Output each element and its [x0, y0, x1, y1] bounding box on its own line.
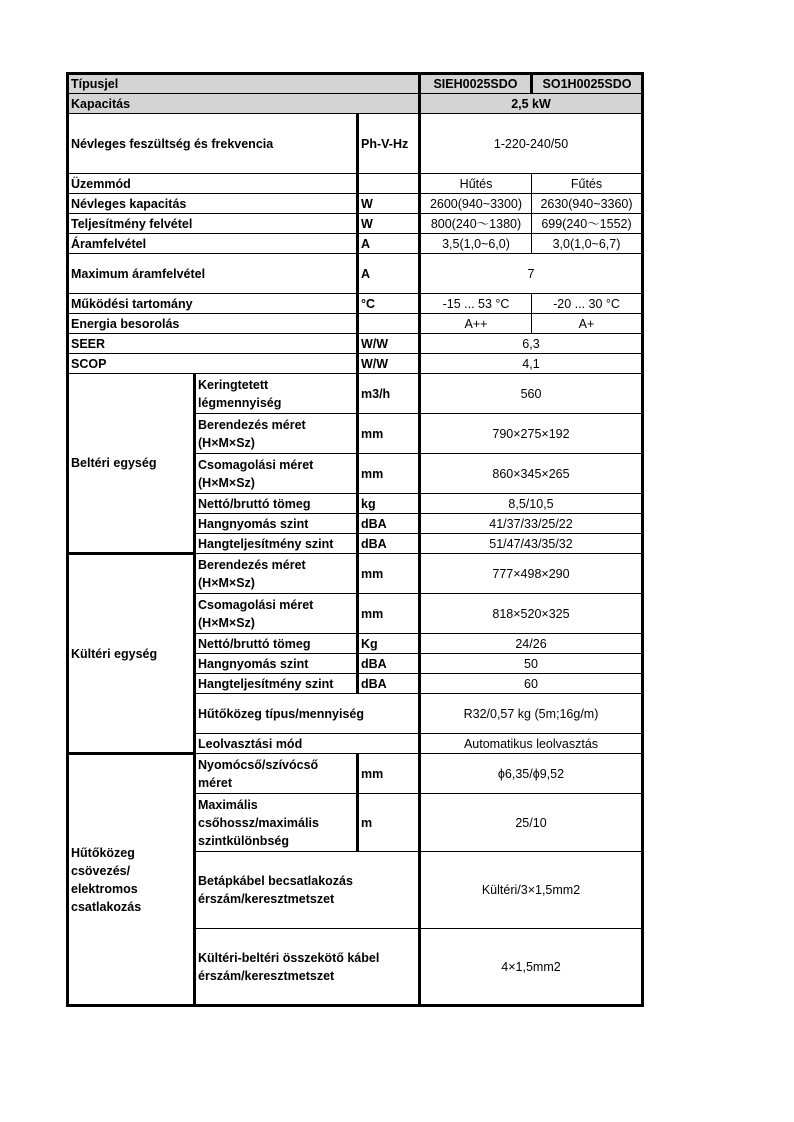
nominal-cap-label: Névleges kapacitás: [68, 194, 358, 214]
range-row: [68, 294, 643, 314]
nominal-cap-heat: 2630(940~3360): [532, 194, 643, 214]
current-row: [68, 234, 643, 254]
indoor-row-unit: dBA: [358, 514, 420, 534]
voltage-label: Névleges feszültség és frekvencia: [68, 114, 358, 174]
current-unit: A: [358, 234, 420, 254]
range-unit: °C: [358, 294, 420, 314]
outdoor-row-unit: dBA: [358, 654, 420, 674]
capacity-row: [68, 94, 643, 114]
max-current-unit: A: [358, 254, 420, 294]
indoor-row-unit: mm: [358, 414, 420, 454]
indoor-row-label: Hangnyomás szint: [195, 514, 358, 534]
pipe-row: [68, 754, 643, 794]
max-current-label: Maximum áramfelvétel: [68, 254, 358, 294]
outdoor-row-label: Nettó/bruttó tömeg: [195, 634, 358, 654]
indoor-row-label: Nettó/bruttó tömeg: [195, 494, 358, 514]
power-cable-value: Kültéri/3×1,5mm2: [420, 852, 643, 929]
mode-heat: Fűtés: [532, 174, 643, 194]
indoor-row-value: 790×275×192: [420, 414, 643, 454]
indoor-group-label: Beltéri egység: [68, 374, 195, 554]
outdoor-row-unit: dBA: [358, 674, 420, 694]
max-current-row: [68, 254, 643, 294]
model-indoor: SIEH0025SDO: [420, 74, 532, 94]
current-cool: 3,5(1,0~6,0): [420, 234, 532, 254]
energy-label: Energia besorolás: [68, 314, 358, 334]
length-label: Maximális csőhossz/maximális szintkülönbség: [195, 794, 358, 852]
energy-heat: A+: [532, 314, 643, 334]
indoor-row-unit: kg: [358, 494, 420, 514]
outdoor-row-value: 50: [420, 654, 643, 674]
range-cool: -15 ... 53 °C: [420, 294, 532, 314]
indoor-row-value: 560: [420, 374, 643, 414]
refrigerant-label: Hűtőközeg típus/mennyiség: [195, 694, 420, 734]
seer-row: [68, 334, 643, 354]
indoor-row-unit: dBA: [358, 534, 420, 554]
outdoor-row: [68, 554, 643, 594]
link-cable-value: 4×1,5mm2: [420, 929, 643, 1006]
indoor-row-label: Keringtetett légmennyiség: [195, 374, 358, 414]
refrigerant-value: R32/0,57 kg (5m;16g/m): [420, 694, 643, 734]
seer-unit: W/W: [358, 334, 420, 354]
outdoor-group-label: Kültéri egység: [68, 554, 195, 754]
nominal-cap-cool: 2600(940~3300): [420, 194, 532, 214]
voltage-value: 1-220-240/50: [420, 114, 643, 174]
nominal-capacity-row: [68, 194, 643, 214]
outdoor-row-unit: mm: [358, 554, 420, 594]
outdoor-row-label: Hangnyomás szint: [195, 654, 358, 674]
current-heat: 3,0(1,0~6,7): [532, 234, 643, 254]
range-label: Működési tartomány: [68, 294, 358, 314]
scop-unit: W/W: [358, 354, 420, 374]
outdoor-row-value: 60: [420, 674, 643, 694]
outdoor-row-unit: mm: [358, 594, 420, 634]
power-input-row: [68, 214, 643, 234]
capacity-label: Kapacitás: [68, 94, 420, 114]
outdoor-row-value: 818×520×325: [420, 594, 643, 634]
defrost-label: Leolvasztási mód: [195, 734, 420, 754]
power-in-unit: W: [358, 214, 420, 234]
outdoor-row-label: Berendezés méret (H×M×Sz): [195, 554, 358, 594]
length-unit: m: [358, 794, 420, 852]
energy-row: [68, 314, 643, 334]
energy-unit: [358, 314, 420, 334]
indoor-row-value: 860×345×265: [420, 454, 643, 494]
nominal-cap-unit: W: [358, 194, 420, 214]
pipe-unit: mm: [358, 754, 420, 794]
defrost-value: Automatikus leolvasztás: [420, 734, 643, 754]
outdoor-row-label: Hangteljesítmény szint: [195, 674, 358, 694]
seer-label: SEER: [68, 334, 358, 354]
scop-label: SCOP: [68, 354, 358, 374]
energy-cool: A++: [420, 314, 532, 334]
model-outdoor: SO1H0025SDO: [532, 74, 643, 94]
power-cable-label: Betápkábel becsatlakozás érszám/keresztmetszet: [195, 852, 420, 929]
indoor-row: [68, 374, 643, 414]
indoor-row-value: 41/37/33/25/22: [420, 514, 643, 534]
indoor-row-unit: m3/h: [358, 374, 420, 414]
mode-cool: Hűtés: [420, 174, 532, 194]
link-cable-label: Kültéri-beltéri összekötő kábel érszám/keresztmetszet: [195, 929, 420, 1006]
indoor-row-label: Csomagolási méret (H×M×Sz): [195, 454, 358, 494]
power-in-label: Teljesítmény felvétel: [68, 214, 358, 234]
outdoor-row-value: 777×498×290: [420, 554, 643, 594]
spec-table: [66, 72, 644, 1007]
seer-value: 6,3: [420, 334, 643, 354]
scop-row: [68, 354, 643, 374]
outdoor-row-value: 24/26: [420, 634, 643, 654]
pipe-label: Nyomócső/szívócső méret: [195, 754, 358, 794]
power-in-heat: 699(240～1552): [532, 214, 643, 234]
voltage-row: [68, 114, 643, 174]
outdoor-row-unit: Kg: [358, 634, 420, 654]
type-label: Típusjel: [68, 74, 420, 94]
pipe-value: ϕ6,35/ϕ9,52: [420, 754, 643, 794]
outdoor-row-label: Csomagolási méret (H×M×Sz): [195, 594, 358, 634]
power-in-cool: 800(240～1380): [420, 214, 532, 234]
voltage-unit: Ph-V-Hz: [358, 114, 420, 174]
current-label: Áramfelvétel: [68, 234, 358, 254]
indoor-row-value: 8,5/10,5: [420, 494, 643, 514]
indoor-row-label: Berendezés méret (H×M×Sz): [195, 414, 358, 454]
length-value: 25/10: [420, 794, 643, 852]
max-current-value: 7: [420, 254, 643, 294]
scop-value: 4,1: [420, 354, 643, 374]
mode-label: Üzemmód: [68, 174, 358, 194]
indoor-row-value: 51/47/43/35/32: [420, 534, 643, 554]
piping-group-label: Hűtőközeg csövezés/ elektromos csatlakozás: [68, 754, 195, 1006]
capacity-value: 2,5 kW: [420, 94, 643, 114]
indoor-row-unit: mm: [358, 454, 420, 494]
mode-row: [68, 174, 643, 194]
model-row: [68, 74, 643, 94]
mode-unit: [358, 174, 420, 194]
indoor-row-label: Hangteljesítmény szint: [195, 534, 358, 554]
range-heat: -20 ... 30 °C: [532, 294, 643, 314]
